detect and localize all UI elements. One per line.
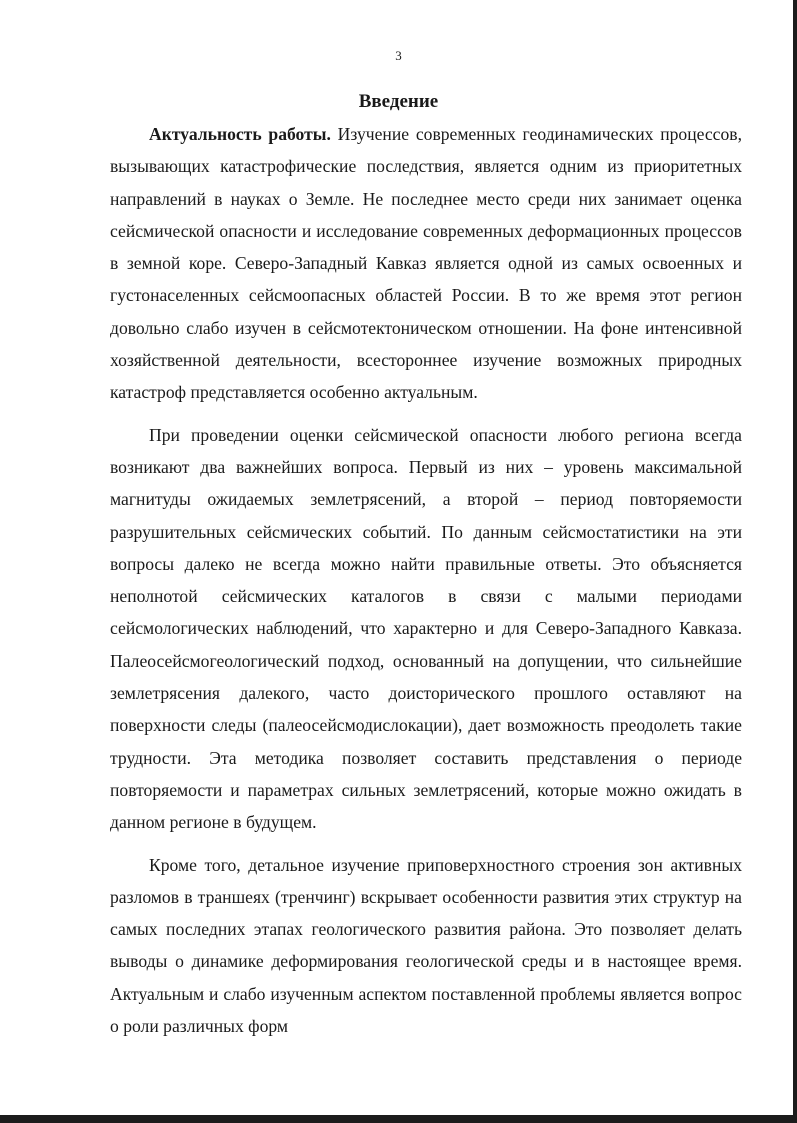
paragraph-trenching: [110, 849, 742, 1043]
paragraph-relevance: [110, 118, 742, 409]
paragraph-text: Изучение современных геодинамических процессов, вызывающих катастрофические последствия, является одним из приоритетных направлений в науках о Земле. Не последнее место среди них занимает оценка сейсмической опасности и исследование современных деформационных процессов в земной коре. Северо-Западный Кавказ является одной из самых освоенных и густонаселенных сейсмоопасных областей России. В то же время этот регион довольно слабо изучен в сейсмотектоническом отношении. На фоне интенсивной хозяйственной деятельности, всестороннее изучение возможных природных катастроф представляется особенно актуальным.: [110, 124, 742, 403]
paragraph-seismic-hazard: [110, 419, 742, 839]
page-number: 3: [395, 48, 402, 63]
paragraph-text: Кроме того, детальное изучение приповерхностного строения зон активных разломов в траншеях (тренчинг) вскрывает особенности развития этих структур на самых последних этапах геологического развития района. Это позволяет делать выводы о динамике деформирования геологической среды и в настоящее время. Актуальным и слабо изученным аспектом поставленной проблемы является вопрос о роли различных форм: [110, 854, 742, 1037]
body-text: [110, 118, 742, 1042]
scan-edge-bottom: [0, 1115, 797, 1123]
section-heading: Введение: [358, 91, 439, 112]
paragraph-text: При проведении оценки сейсмической опасности любого региона всегда возникают два важнейших вопроса. Первый из них – уровень максимальной магнитуды ожидаемых землетрясений, а второй – период повторяемости разрушительных сейсмических событий. По данным сейсмостатистики на эти вопросы далеко не всегда можно найти правильные ответы. Это объясняется неполнотой сейсмических каталогов в связи с малыми периодами сейсмологических наблюдений, что характерно и для Северо-Западного Кавказа. Палеосейсмогеологический подход, основанный на допущении, что сильнейшие землетрясения далекого, часто доисторического прошлого оставляют на поверхности следы (палеосейсмодислокации), дает возможность преодолеть такие трудности. Эта методика позволяет составить представления о периоде повторяемости и параметрах сильных землетрясений, которые можно ожидать в данном регионе в будущем.: [110, 424, 742, 833]
scan-edge-right: [793, 0, 797, 1123]
paragraph-lead: Актуальность работы.: [149, 124, 331, 144]
